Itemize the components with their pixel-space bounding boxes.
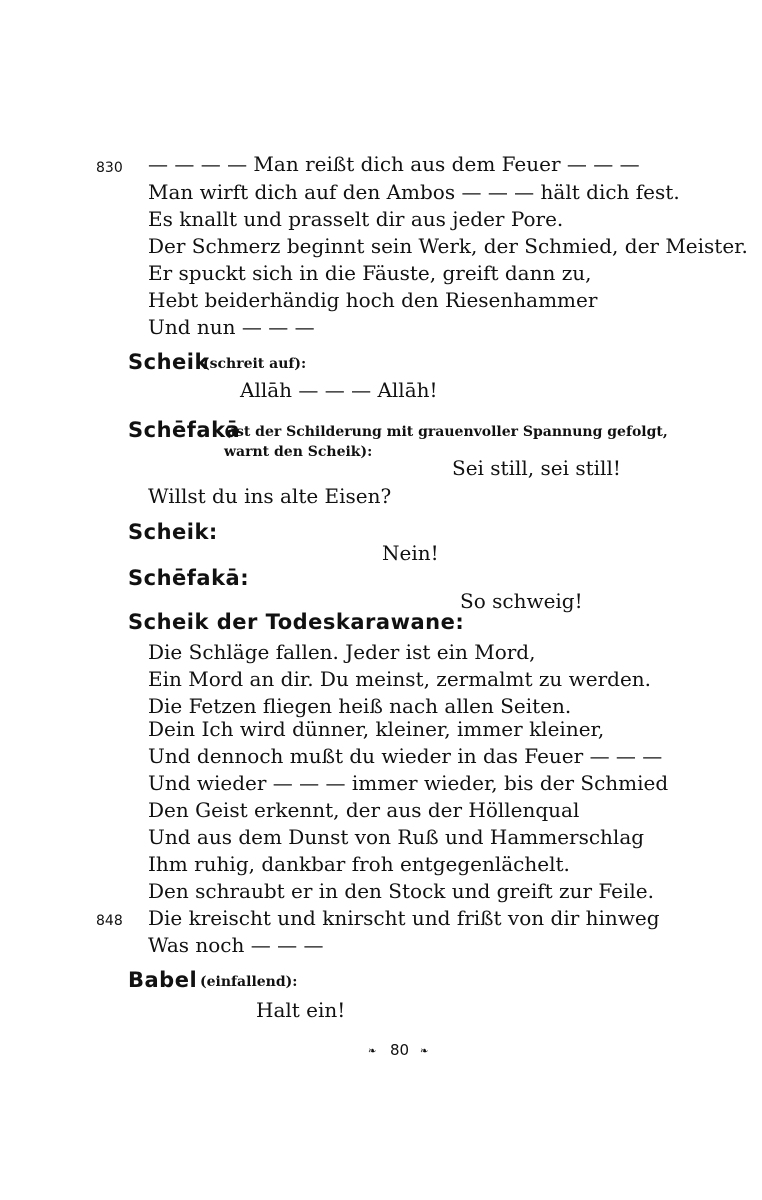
line-number-830: 830: [96, 160, 123, 176]
verse-line: Sei still, sei still!: [452, 456, 621, 480]
verse-line: Den schraubt er in den Stock und greift zur Feile.: [148, 879, 654, 903]
speaker-name: Schēfakā:: [128, 566, 250, 590]
stage-direction: (ist der Schilderung mit grauenvoller Spannung gefolgt, warnt den Scheik):: [224, 424, 668, 460]
verse-line: Dein Ich wird dünner, kleiner, immer kleiner,: [148, 717, 605, 741]
line-number-848: 848: [96, 913, 123, 929]
verse-line: — — — — Man reißt dich aus dem Feuer — — —: [148, 152, 640, 176]
verse-line: So schweig!: [460, 589, 583, 613]
verse-line: Halt ein!: [256, 998, 346, 1022]
verse-line: Er spuckt sich in die Fäuste, greift dann zu,: [148, 261, 592, 285]
speaker-name: Scheik: [128, 350, 209, 374]
verse-line: Die Fetzen fliegen heiß nach allen Seiten.: [148, 694, 572, 718]
ornament-icon: ❧: [368, 1046, 377, 1057]
verse-line: Ihm ruhig, dankbar froh entgegenlächelt.: [148, 852, 570, 876]
verse-line: Man wirft dich auf den Ambos — — — hält dich fest.: [148, 180, 680, 204]
verse-line: Willst du ins alte Eisen?: [148, 484, 392, 508]
speaker-name: Scheik der Todeskarawane:: [128, 610, 465, 634]
speaker-name: Babel: [128, 968, 198, 992]
verse-line: Den Geist erkennt, der aus der Höllenqual: [148, 798, 580, 822]
verse-line: Die Schläge fallen. Jeder ist ein Mord,: [148, 640, 536, 664]
speaker-name: Schēfakā: [128, 418, 241, 442]
verse-line: Es knallt und prasselt dir aus jeder Pore.: [148, 207, 564, 231]
verse-line: Hebt beiderhändig hoch den Riesenhammer: [148, 288, 598, 312]
verse-line: Ein Mord an dir. Du meinst, zermalmt zu werden.: [148, 667, 652, 691]
stage-direction: (einfallend):: [200, 974, 298, 990]
speaker-name: Scheik:: [128, 520, 218, 544]
stage-direction: (schreit auf):: [203, 356, 307, 372]
verse-line: Und aus dem Dunst von Ruß und Hammerschlag: [148, 825, 645, 849]
verse-line: Und nun — — —: [148, 315, 315, 339]
verse-line: Und wieder — — — immer wieder, bis der Schmied: [148, 771, 669, 795]
verse-line: Der Schmerz beginnt sein Werk, der Schmied, der Meister.: [148, 234, 748, 258]
verse-line: Was noch — — —: [148, 933, 324, 957]
ornament-icon: ❧: [420, 1046, 429, 1057]
verse-line: Und dennoch mußt du wieder in das Feuer — — —: [148, 744, 663, 768]
page-number: 80: [390, 1041, 410, 1059]
verse-line: Nein!: [382, 541, 439, 565]
verse-line: Allāh — — — Allāh!: [240, 378, 438, 402]
verse-line: Die kreischt und knirscht und frißt von dir hinweg: [148, 906, 660, 930]
